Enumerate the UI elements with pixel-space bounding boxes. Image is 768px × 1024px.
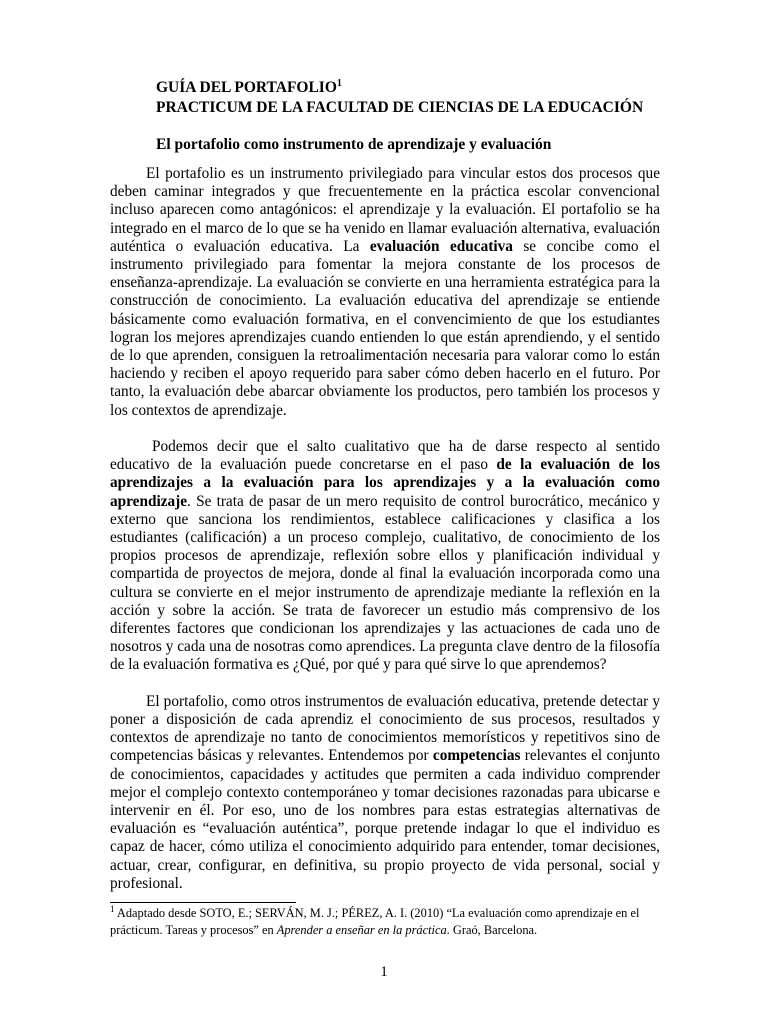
paragraph-3 (110, 693, 660, 893)
footnote (110, 905, 660, 939)
footnote-text-c: . Graó, Barcelona. (446, 923, 538, 937)
title-footnote-marker[interactable]: 1 (336, 77, 342, 89)
footnote-text-a: Adaptado desde SOTO, E.; SERVÁN, M. J.; PÉREZ, A. I. (2010) “La evaluación como aprendizaje en el prácticum. Tareas y procesos” en (110, 906, 640, 937)
paragraph-2 (110, 438, 660, 675)
title-line-2: PRACTICUM DE LA FACULTAD DE CIENCIAS DE LA EDUCACIÓN (156, 99, 644, 116)
footnote-book-title: Aprender a enseñar en la práctica (276, 923, 447, 937)
paragraph-1-bold: evaluación educativa (369, 237, 513, 255)
footnote-separator (110, 902, 296, 903)
document-body (110, 165, 660, 911)
footnote-marker: 1 (110, 903, 115, 914)
paragraph-1-text-c: se concibe como el instrumento privilegiado para fomentar la mejora constante de los procesos de enseñanza-aprendizaje. La evaluación se convierte en una herramienta estratégica para la construcción de conocimiento. La evaluación educativa del aprendizaje se entiende básicamente como evaluación formativa, en el convencimiento de que los estudiantes logran los mejores aprendizajes cuando entienden lo que están aprendiendo, y el sentido de lo que aprenden, consiguen la retroalimentación necesaria para valorar como lo están haciendo y reciben el apoyo requerido para saber cómo deben hacerlo en el futuro. Por tanto, la evaluación debe abarcar obviamente los productos, pero también los procesos y los contextos de aprendizaje. (110, 237, 660, 419)
paragraph-2-text-c: . Se trata de pasar de un mero requisito de control burocrático, mecánico y externo que sanciona los rendimientos, establece calificaciones y clasifica a los estudiantes (calificación) a un proceso complejo, cualitativo, de conocimiento de los propios procesos de aprendizaje, reflexión sobre ellos y planificación individual y compartida de proyectos de mejora, donde al final la evaluación incorporada como una cultura se convierte en el mejor instrumento de aprendizaje mediante la reflexión en la acción y sobre la acción. Se trata de favorecer un estudio más comprensivo de los diferentes factores que condicionan los aprendizajes y las actuaciones de cada uno de nosotros y cada una de nosotras como aprendices. La pregunta clave dentro de la filosofía de la evaluación formativa es ¿Qué, por qué y para qué sirve lo que aprendemos? (110, 492, 660, 674)
paragraph-1-text-a: El portafolio es un instrumento privilegiado para vincular estos dos procesos que deben caminar integrados y que frecuentemente en la práctica escolar convencional incluso aparecen como antagónicos: el aprendizaje y la evaluación. El portafolio se ha integrado en el marco de lo que se ha venido en llamar evaluación alternativa, evaluación auténtica o evaluación educativa. La (110, 165, 660, 255)
paragraph-2-bold: de la evaluación de los aprendizajes a la evaluación para los aprendizajes y a la evaluación como aprendizaje (110, 456, 661, 510)
paragraph-3-text-c: relevantes el conjunto de conocimientos, capacidades y actitudes que permiten a cada individuo comprender mejor el complejo contexto contemporáneo y tomar decisiones razonadas para ubicarse e intervenir en él. Por eso, uno de los nombres para estas estrategias alternativas de evaluación es “evaluación auténtica”, porque pretende indagar lo que el individuo es capaz de hacer, cómo utiliza el conocimiento adquirido para entender, tomar decisiones, actuar, crear, configurar, en definitiva, su propio proyecto de vida personal, social y profesional. (110, 747, 660, 892)
document-title (156, 78, 676, 118)
paragraph-1 (110, 165, 660, 420)
page-number: 1 (380, 964, 388, 980)
paragraph-2-text-a: Podemos decir que el salto cualitativo que ha de darse respecto al sentido educativo de la evaluación puede concretarse en el paso (110, 438, 660, 474)
paragraph-3-text-a: El portafolio, como otros instrumentos de evaluación educativa, pretende detectar y poner a disposición de cada aprendiz el conocimiento de sus procesos, resultados y contextos de aprendizaje no tanto de conocimientos memorísticos y repetitivos sino de competencias básicas y relevantes. Entendemos por (110, 692, 660, 765)
paragraph-3-bold: competencias (432, 747, 521, 765)
title-line-1: GUÍA DEL PORTAFOLIO (156, 79, 337, 96)
section-heading: El portafolio como instrumento de aprendizaje y evaluación (156, 136, 552, 153)
